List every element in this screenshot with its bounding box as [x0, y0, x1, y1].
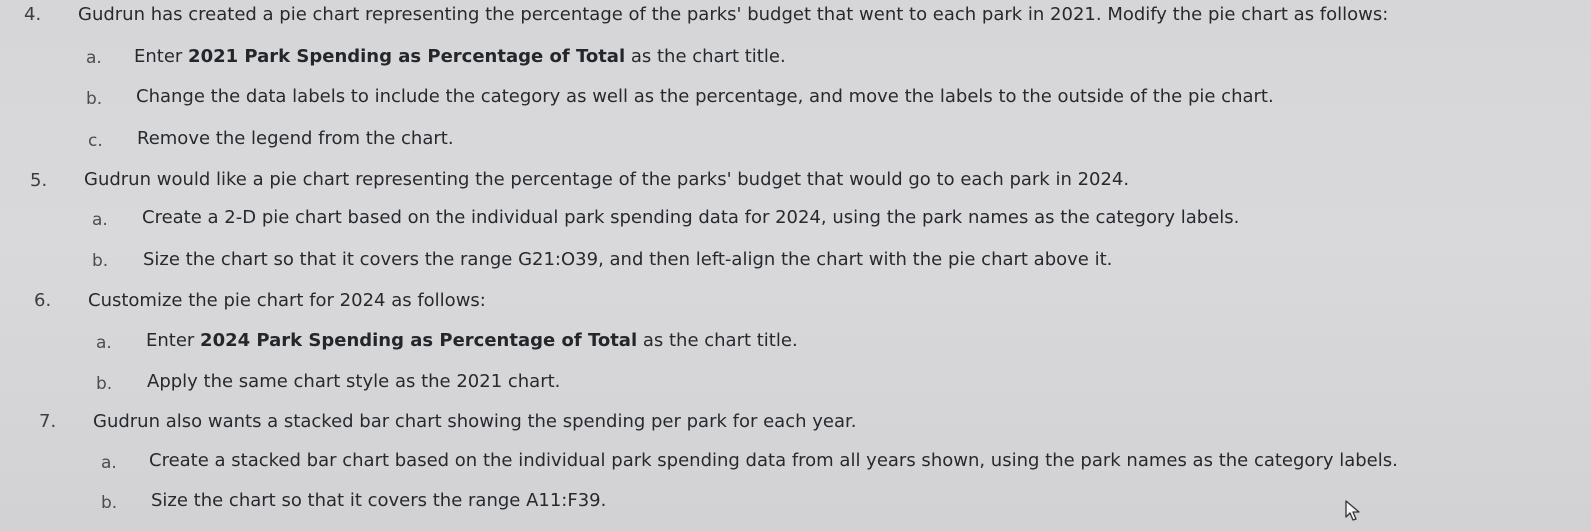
item-4a-bold: 2021 Park Spending as Percentage of Total [188, 46, 626, 67]
item-4c-letter: c. [88, 131, 103, 151]
item-5b-text: Size the chart so that it covers the range G21:O39, and then left-align the chart with the pie chart above it. [143, 249, 1113, 270]
item-6b-text: Apply the same chart style as the 2021 chart. [147, 371, 561, 392]
item-4a-letter: a. [86, 48, 102, 68]
item-7-number: 7. [39, 411, 57, 432]
item-5-number: 5. [30, 170, 48, 191]
item-7-text: Gudrun also wants a stacked bar chart showing the spending per park for each year. [93, 411, 857, 432]
item-4b-letter: b. [86, 89, 103, 109]
item-7b-letter: b. [101, 493, 118, 513]
mouse-pointer-icon [1344, 500, 1362, 522]
item-4b-text: Change the data labels to include the category as well as the percentage, and move the labels to the outside of the pie chart. [136, 86, 1274, 107]
item-5a-text: Create a 2-D pie chart based on the individual park spending data for 2024, using the park names as the category labels. [142, 207, 1240, 228]
item-5-text: Gudrun would like a pie chart representing the percentage of the parks' budget that would go to each park in 2024. [84, 169, 1130, 190]
item-6b-letter: b. [96, 374, 113, 394]
item-6-text: Customize the pie chart for 2024 as follows: [88, 290, 486, 311]
item-4-number: 4. [24, 4, 42, 25]
item-6a-text: Enter 2024 Park Spending as Percentage of Total as the chart title. [146, 330, 798, 351]
item-5b-letter: b. [92, 251, 109, 271]
item-7a-text: Create a stacked bar chart based on the individual park spending data from all years shown, using the park names as the category labels. [149, 450, 1398, 471]
item-6a-letter: a. [96, 333, 112, 353]
item-4-text: Gudrun has created a pie chart representing the percentage of the parks' budget that went to each park in 2021. Modify the pie chart as follows: [78, 4, 1389, 25]
item-6a-bold: 2024 Park Spending as Percentage of Total [200, 330, 638, 351]
item-7b-text: Size the chart so that it covers the range A11:F39. [151, 490, 607, 511]
item-4a-text: Enter 2021 Park Spending as Percentage of Total as the chart title. [134, 46, 786, 67]
item-4c-text: Remove the legend from the chart. [137, 128, 454, 149]
item-5a-letter: a. [92, 210, 108, 230]
item-6-number: 6. [34, 290, 52, 311]
item-7a-letter: a. [101, 453, 117, 473]
